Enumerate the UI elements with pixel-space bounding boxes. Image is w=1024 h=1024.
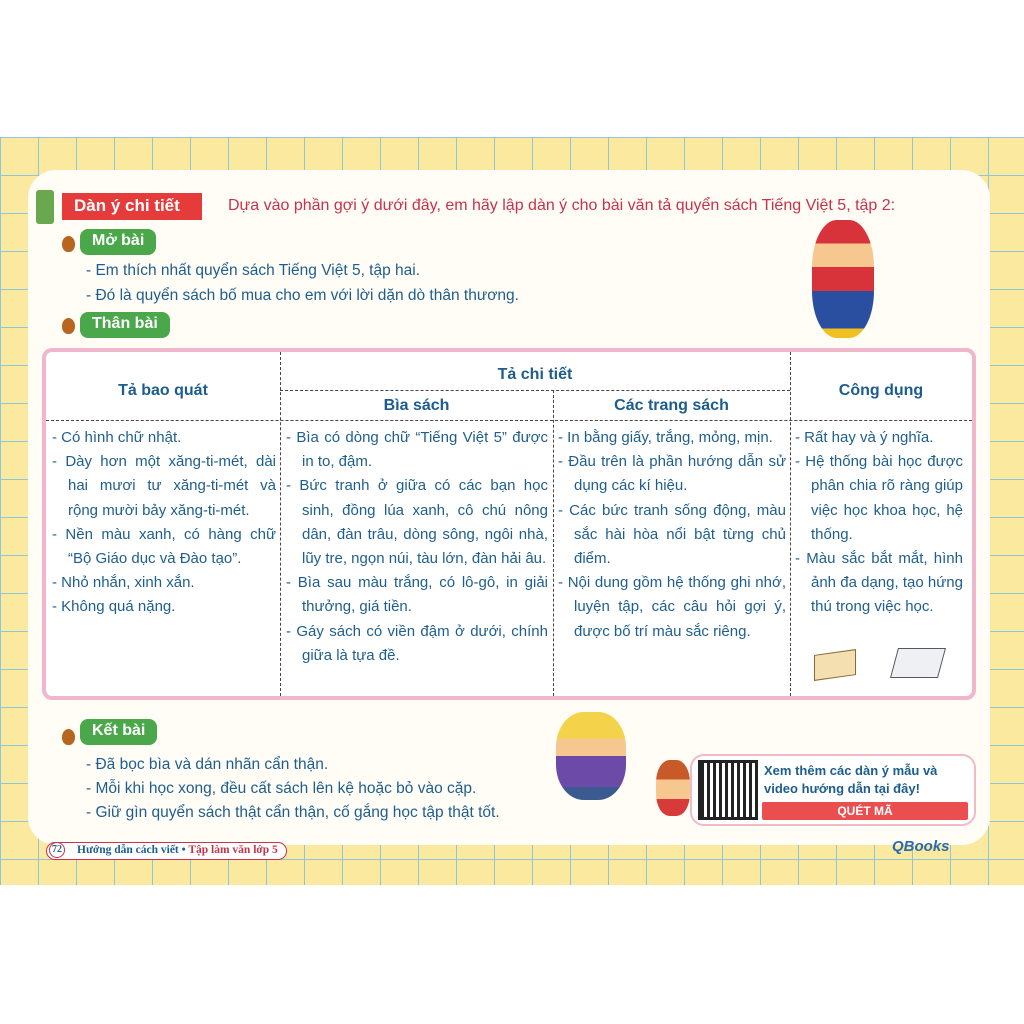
pencil-icon (36, 190, 54, 224)
girl-illustration (656, 760, 690, 816)
footer-label (46, 842, 287, 860)
section-tag: Dàn ý chi tiết (62, 193, 202, 220)
cell-item: - Bức tranh ở giữa có các bạn học sinh, đồng lúa xanh, cô chú nông dân, đàn trâu, dòng sông, ngôi nhà, lũy tre, ngọn núi, tàu lớn, đàn hải âu. (286, 477, 548, 568)
cell-item: - Nội dung gồm hệ thống ghi nhớ, luyện tập, các câu hỏi gợi ý, được bố trí màu sắc riêng. (558, 574, 786, 640)
header-pages: Các trang sách (614, 397, 729, 414)
cell-item: - Bìa sau màu trắng, có lô-gô, in giải thưởng, giá tiền. (286, 574, 548, 616)
cell-item: - Nhỏ nhắn, xinh xắn. (52, 574, 195, 592)
mo-bai-line: - Em thích nhất quyển sách Tiếng Việt 5, tập hai. (86, 262, 421, 279)
book-title: Hướng dẫn cách viết (77, 844, 179, 856)
cell-item: - Bìa có dòng chữ “Tiếng Việt 5” được in to, đậm. (286, 429, 548, 471)
cell-item: - Gáy sách có viền đậm ở dưới, chính giữa là tựa đề. (286, 622, 548, 664)
acorn-icon (62, 729, 75, 745)
qr-caption: video hướng dẫn tại đây! (764, 781, 920, 796)
cell-item: - Các bức tranh sống động, màu sắc hài hòa nổi bật từng chủ điểm. (558, 501, 786, 568)
heading-ket-bai: Kết bài (80, 719, 157, 745)
header-detail: Tả chi tiết (497, 366, 573, 383)
page-number: 72 (49, 842, 65, 858)
qr-panel (690, 754, 976, 826)
column-pages (558, 426, 786, 644)
book-icon (890, 648, 946, 678)
scan-button[interactable]: QUÉT MÃ (762, 802, 968, 820)
acorn-icon (62, 318, 75, 334)
ket-bai-line: - Giữ gìn quyển sách thật cẩn thận, cố gắng học tập thật tốt. (86, 804, 500, 821)
cell-item: - Có hình chữ nhật. (52, 429, 182, 446)
cell-item: - Rất hay và ý nghĩa. (795, 429, 934, 446)
acorn-icon (62, 236, 75, 252)
column-general (52, 426, 276, 620)
instruction: Dựa vào phần gợi ý dưới đây, em hãy lập dàn ý cho bài văn tả quyển sách Tiếng Việt 5, tập 2: (228, 197, 896, 214)
column-use (795, 426, 963, 620)
column-cover (286, 426, 548, 668)
cell-item: - Không quá nặng. (52, 598, 176, 616)
cell-item: - Hệ thống bài học được phân chia rõ ràng giúp việc học khoa học, hệ thống. (795, 453, 963, 543)
cell-item: - Màu sắc bắt mắt, hình ảnh đa dạng, tạo hứng thú trong việc học. (795, 550, 963, 616)
heading-than-bai: Thân bài (80, 312, 170, 338)
header-use: Công dụng (838, 382, 924, 399)
separator: • (178, 844, 189, 856)
reading-boy-illustration (556, 712, 626, 800)
book-icon (814, 649, 856, 681)
publisher-logo: QBooks (892, 838, 950, 855)
series-title: Tập làm văn lớp 5 (188, 844, 278, 856)
mo-bai-line: - Đó là quyển sách bố mua cho em với lời dặn dò thân thương. (86, 287, 519, 304)
ket-bai-line: - Đã bọc bìa và dán nhãn cẩn thận. (86, 756, 329, 773)
outline-table (42, 348, 976, 700)
header-cover: Bìa sách (383, 397, 450, 414)
cell-item: - Dày hơn một xăng-ti-mét, dài hai mươi tư xăng-ti-mét và rộng mười bảy xăng-ti-mét. (52, 453, 276, 519)
cell-item: - Đầu trên là phần hướng dẫn sử dụng các kí hiệu. (558, 453, 786, 495)
qr-code[interactable] (698, 760, 758, 820)
cell-item: - In bằng giấy, trắng, mỏng, mịn. (558, 429, 773, 446)
ket-bai-line: - Mỗi khi học xong, đều cất sách lên kệ hoặc bỏ vào cặp. (86, 780, 477, 797)
qr-caption: Xem thêm các dàn ý mẫu và (764, 763, 938, 778)
cell-item: - Nền màu xanh, có hàng chữ “Bộ Giáo dục và Đào tạo”. (52, 525, 276, 568)
heading-mo-bai: Mở bài (80, 229, 156, 255)
boy-illustration (812, 220, 874, 338)
header-general: Tả bao quát (118, 382, 208, 399)
